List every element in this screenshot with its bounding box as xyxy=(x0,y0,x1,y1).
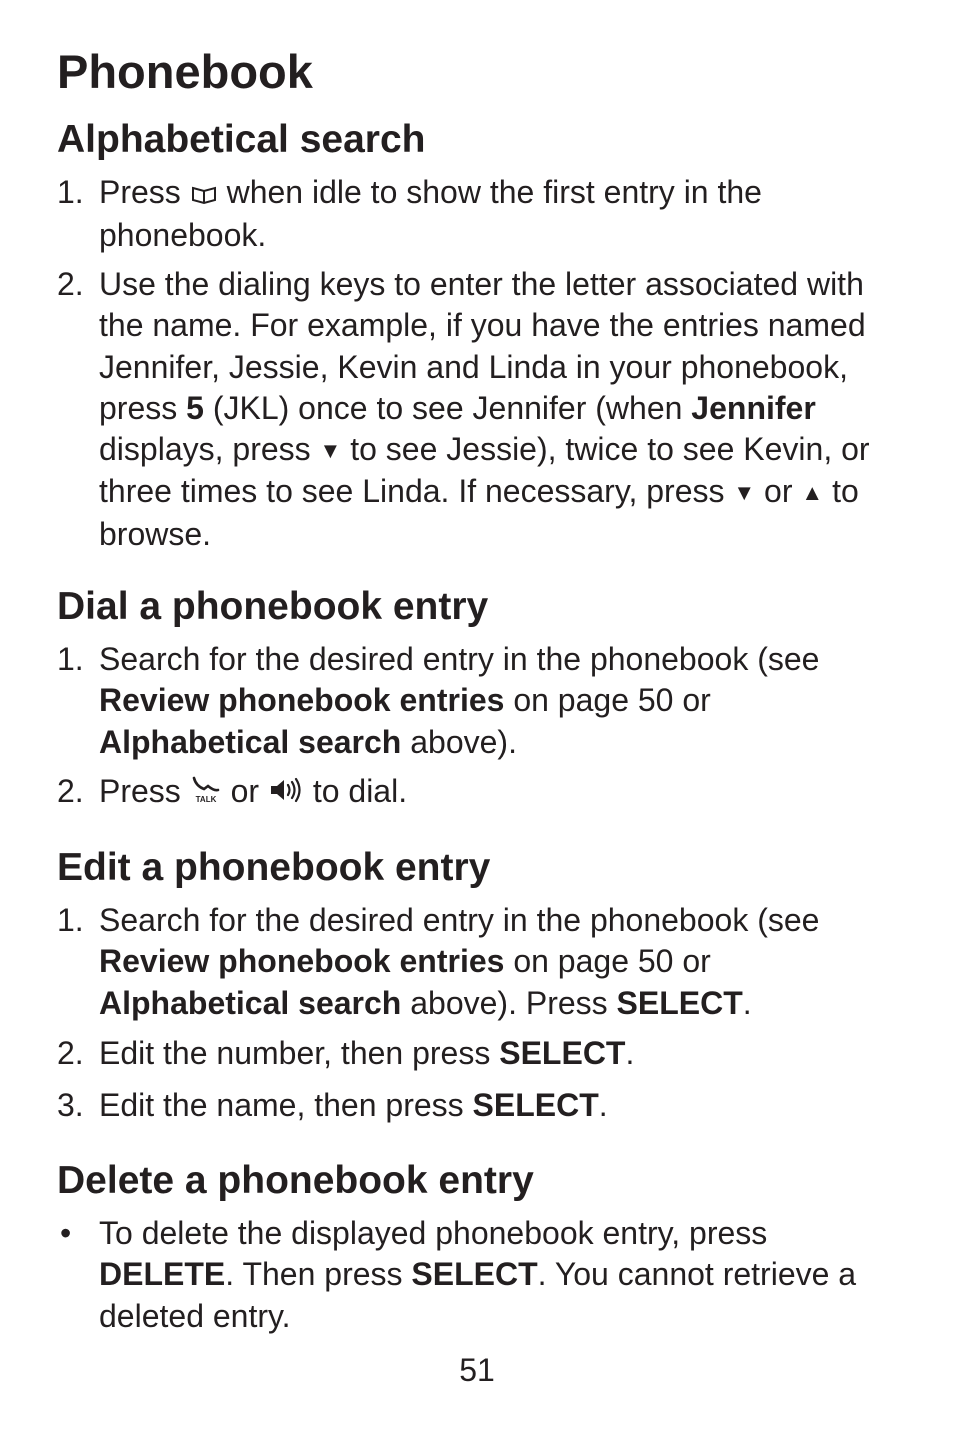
up-arrow-icon: ▲ xyxy=(801,480,824,506)
page-number: 51 xyxy=(459,1352,495,1388)
page-title: Phonebook xyxy=(57,45,313,98)
svg-text:TALK: TALK xyxy=(195,794,217,804)
list-item xyxy=(57,264,897,555)
item-text: Edit the name, then press SELECT. xyxy=(99,1087,608,1123)
talk-icon xyxy=(190,773,222,814)
section-heading-dial: Dial a phonebook entry xyxy=(57,585,489,628)
list-item xyxy=(57,1085,897,1126)
list-item xyxy=(57,900,897,1024)
item-number: 1. xyxy=(57,902,84,938)
section-heading-alphabetical-search: Alphabetical search xyxy=(57,118,426,161)
book-icon xyxy=(190,174,218,215)
item-number: 1. xyxy=(57,174,84,210)
down-arrow-icon: ▼ xyxy=(319,438,342,464)
item-number: 1. xyxy=(57,641,84,677)
bullet: • xyxy=(60,1215,72,1251)
item-text: To delete the displayed phonebook entry, press DELETE. Then press SELECT. You cannot retrieve a deleted entry. xyxy=(99,1215,857,1334)
list-item xyxy=(57,771,897,814)
item-number: 2. xyxy=(57,773,84,809)
speaker-icon xyxy=(268,773,304,814)
list-item xyxy=(57,639,897,763)
section-heading-delete: Delete a phonebook entry xyxy=(57,1159,534,1202)
item-text: Use the dialing keys to enter the letter associated with the name. For example, if you have the entries named Jennifer, Jessie, Kevin and Linda in your phonebook, press 5 (JKL) once to see Jennifer (when Jennifer displays, press ▼ to see Jessie), twice to see Kevin, or three times to see Linda. If necessary, press ▼ or ▲ to browse. xyxy=(99,266,870,552)
item-text: Edit the number, then press SELECT. xyxy=(99,1035,635,1071)
item-text: Press TALK or to dial. xyxy=(57,771,897,814)
item-number: 3. xyxy=(57,1087,84,1123)
item-number: 2. xyxy=(57,1035,84,1071)
item-text: Press when idle to show the first entry in the phonebook. xyxy=(99,174,762,254)
list-item xyxy=(57,1033,897,1074)
item-number: 2. xyxy=(57,266,84,302)
list-item xyxy=(57,1213,897,1337)
list-item xyxy=(57,172,897,256)
down-arrow-icon: ▼ xyxy=(733,480,756,506)
item-text: Search for the desired entry in the phonebook (see Review phonebook entries on page 50 or Alphabetical search above). xyxy=(99,641,820,760)
section-heading-edit: Edit a phonebook entry xyxy=(57,846,491,889)
item-text: Search for the desired entry in the phonebook (see Review phonebook entries on page 50 or Alphabetical search above). Press SELECT. xyxy=(99,902,820,1021)
